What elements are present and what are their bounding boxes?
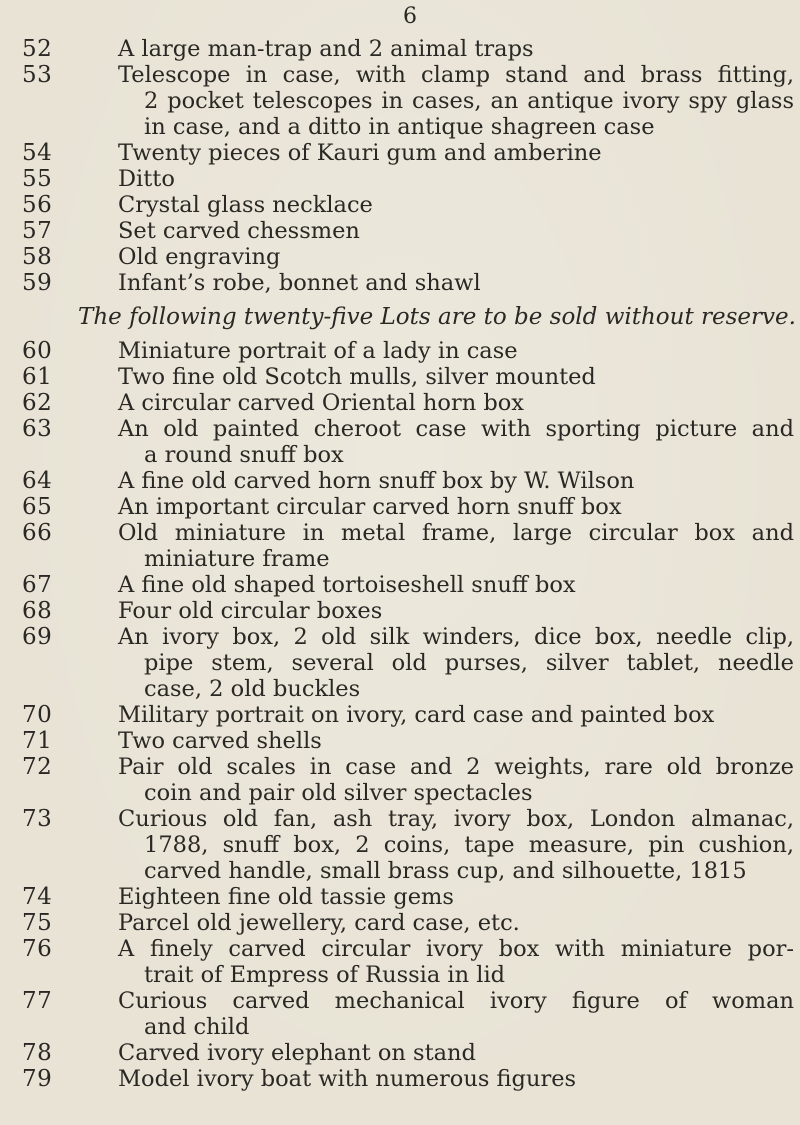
lot-description bbox=[118, 806, 794, 884]
lot-description bbox=[118, 270, 794, 296]
lot-description-line: pipe stem, several old purses, silver tablet, needle bbox=[144, 650, 794, 676]
lot-description bbox=[118, 192, 794, 218]
lot-number: 53 bbox=[22, 62, 53, 88]
lot-description-line: Two carved shells bbox=[118, 728, 322, 754]
lot-number: 70 bbox=[22, 702, 53, 728]
lot-number: 68 bbox=[22, 598, 53, 624]
lot-description-line: in case, and a ditto in antique shagreen case bbox=[144, 114, 655, 140]
lot-description-line: Twenty pieces of Kauri gum and amberine bbox=[118, 140, 602, 166]
lot-number: 78 bbox=[22, 1040, 53, 1066]
lot-description bbox=[118, 910, 794, 936]
lot-description-line: Curious carved mechanical ivory figure of woman bbox=[118, 988, 794, 1014]
lot-number: 55 bbox=[22, 166, 53, 192]
lot-description-line: miniature frame bbox=[144, 546, 330, 572]
lot-description-line: Model ivory boat with numerous figures bbox=[118, 1066, 577, 1092]
lot-description bbox=[118, 520, 794, 572]
lot-number: 56 bbox=[22, 192, 53, 218]
lot-description bbox=[118, 702, 794, 728]
lot-description-line: An important circular carved horn snuff box bbox=[118, 494, 622, 520]
lot-description-line: Miniature portrait of a lady in case bbox=[118, 338, 518, 364]
lot-description-line: Four old circular boxes bbox=[118, 598, 383, 624]
lot-number: 76 bbox=[22, 936, 53, 962]
lot-number: 69 bbox=[22, 624, 53, 650]
lot-description bbox=[118, 1066, 794, 1092]
lot-number: 67 bbox=[22, 572, 53, 598]
lot-description-line: Ditto bbox=[118, 166, 175, 192]
lot-number: 71 bbox=[22, 728, 53, 754]
lot-number: 60 bbox=[22, 338, 53, 364]
lot-description-line: Two fine old Scotch mulls, silver mounted bbox=[118, 364, 596, 390]
lot-description bbox=[118, 936, 794, 988]
lot-number: 77 bbox=[22, 988, 53, 1014]
lot-number: 54 bbox=[22, 140, 53, 166]
lot-description-line: Old engraving bbox=[118, 244, 281, 270]
lot-description-line: coin and pair old silver spectacles bbox=[144, 780, 533, 806]
lot-description bbox=[118, 884, 794, 910]
lot-description-line: Telescope in case, with clamp stand and brass fitting, bbox=[118, 62, 794, 88]
lot-description bbox=[118, 1040, 794, 1066]
lot-description-line: and child bbox=[144, 1014, 250, 1040]
lot-description-line: Pair old scales in case and 2 weights, rare old bronze bbox=[118, 754, 794, 780]
lot-description bbox=[118, 572, 794, 598]
lot-description bbox=[118, 218, 794, 244]
lot-description bbox=[118, 364, 794, 390]
lot-description-line: a round snuff box bbox=[144, 442, 344, 468]
lot-description-line: Parcel old jewellery, card case, etc. bbox=[118, 910, 520, 936]
lot-description bbox=[118, 244, 794, 270]
lot-description-line: An ivory box, 2 old silk winders, dice box, needle clip, bbox=[118, 624, 794, 650]
lot-description bbox=[118, 728, 794, 754]
lot-description-line: A large man-trap and 2 animal traps bbox=[118, 36, 534, 62]
lot-number: 57 bbox=[22, 218, 53, 244]
lot-description-line: Crystal glass necklace bbox=[118, 192, 373, 218]
lot-description-line: Set carved chessmen bbox=[118, 218, 360, 244]
lot-description-line: Military portrait on ivory, card case and painted box bbox=[118, 702, 715, 728]
lot-description bbox=[118, 140, 794, 166]
lot-description bbox=[118, 36, 794, 62]
lot-description-line: Infant’s robe, bonnet and shawl bbox=[118, 270, 481, 296]
lot-description-line: trait of Empress of Russia in lid bbox=[144, 962, 506, 988]
lot-description-line: A finely carved circular ivory box with miniature por- bbox=[118, 936, 794, 962]
lot-description-line: Curious old fan, ash tray, ivory box, London almanac, bbox=[118, 806, 794, 832]
lot-number: 62 bbox=[22, 390, 53, 416]
lot-description-line: A circular carved Oriental horn box bbox=[118, 390, 524, 416]
lot-description bbox=[118, 494, 794, 520]
lot-description-line: Eighteen fine old tassie gems bbox=[118, 884, 454, 910]
without-reserve-note: The following twenty-five Lots are to be sold without reserve. bbox=[78, 304, 796, 330]
lot-number: 72 bbox=[22, 754, 53, 780]
lot-number: 52 bbox=[22, 36, 53, 62]
lot-number: 64 bbox=[22, 468, 53, 494]
lot-description-line: A fine old shaped tortoiseshell snuff box bbox=[118, 572, 576, 598]
lot-description bbox=[118, 624, 794, 702]
lot-description bbox=[118, 338, 794, 364]
lot-description-line: carved handle, small brass cup, and silhouette, 1815 bbox=[144, 858, 747, 884]
lot-description-line: A fine old carved horn snuff box by W. Wilson bbox=[118, 468, 635, 494]
lot-number: 74 bbox=[22, 884, 53, 910]
page-number: 6 bbox=[403, 4, 417, 29]
lot-description bbox=[118, 754, 794, 806]
lot-description-line: case, 2 old buckles bbox=[144, 676, 361, 702]
lot-number: 65 bbox=[22, 494, 53, 520]
lot-description bbox=[118, 988, 794, 1040]
lot-number: 63 bbox=[22, 416, 53, 442]
lot-description bbox=[118, 598, 794, 624]
lot-number: 59 bbox=[22, 270, 53, 296]
lot-description-line: An old painted cheroot case with sporting picture and bbox=[118, 416, 794, 442]
lot-description bbox=[118, 416, 794, 468]
lot-number: 58 bbox=[22, 244, 53, 270]
lot-number: 66 bbox=[22, 520, 53, 546]
lot-description-line: Carved ivory elephant on stand bbox=[118, 1040, 476, 1066]
lot-description-line: Old miniature in metal frame, large circular box and bbox=[118, 520, 794, 546]
lot-description bbox=[118, 390, 794, 416]
lot-number: 79 bbox=[22, 1066, 53, 1092]
lot-description-line: 1788, snuff box, 2 coins, tape measure, pin cushion, bbox=[144, 832, 794, 858]
lot-description-line: 2 pocket telescopes in cases, an antique ivory spy glass bbox=[144, 88, 794, 114]
lot-number: 75 bbox=[22, 910, 53, 936]
lot-number: 73 bbox=[22, 806, 53, 832]
lot-description bbox=[118, 166, 794, 192]
lot-number: 61 bbox=[22, 364, 53, 390]
lot-description bbox=[118, 62, 794, 140]
lot-description bbox=[118, 468, 794, 494]
